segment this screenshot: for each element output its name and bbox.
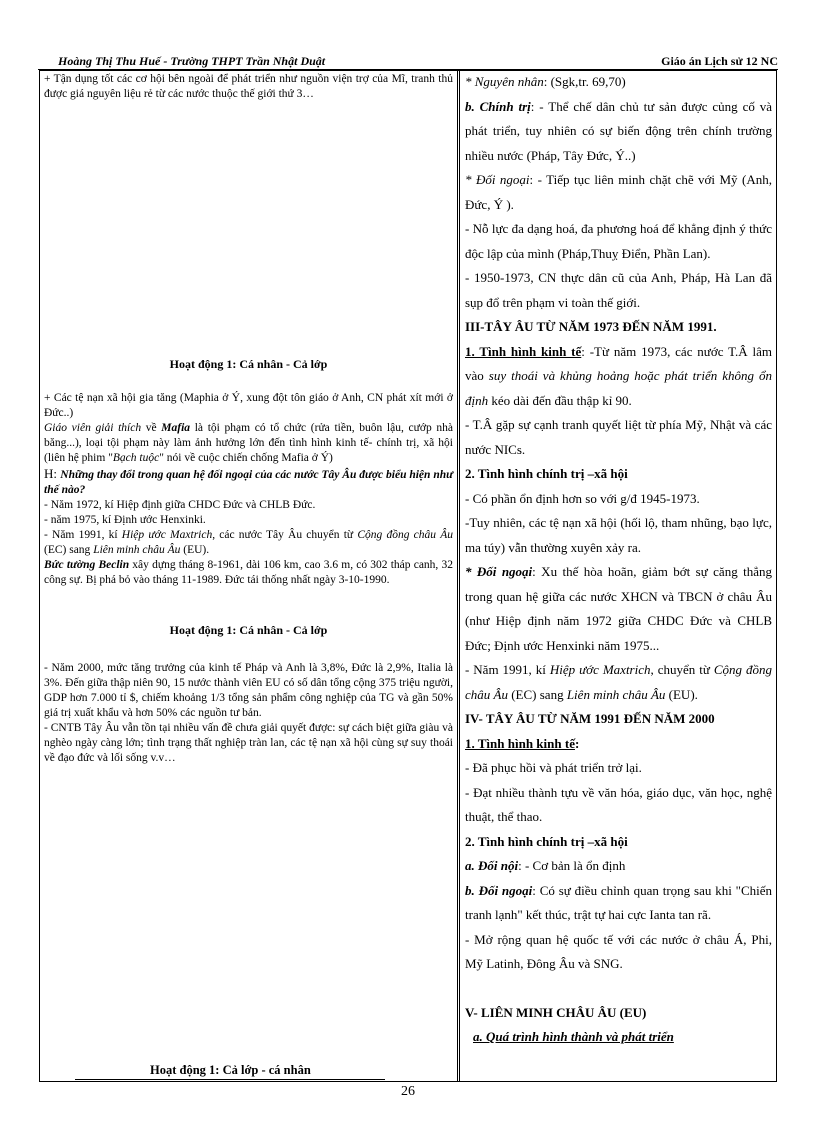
foreign-paragraph [465,168,772,217]
text-span: là tội phạm có tổ chức (rửa tiền, buôn lậu, cướp nhà băng...), loại tội phạm này làm ảnh hưởng lớn đến tình hình kinh tế- chính trị, xã hội (liên hệ phim " [44,422,453,464]
text-span: , chuyển từ [650,662,714,677]
s3-stable: - Có phần ổn định hơn so với g/đ 1945-1973. [465,490,700,506]
s4-foreign [465,879,772,928]
s4-domestic [465,854,772,879]
ec-term: Cộng đồng châu Âu [465,662,772,702]
activity-heading-1: Hoạt động 1: Cá nhân - Cả lớp [169,357,328,371]
cause-line [465,70,772,95]
ec-term: Cộng đồng châu Âu [357,529,453,541]
bullet-1991 [44,528,453,558]
left-column [44,72,453,766]
question-text: Những thay đổi trong quan hệ đối ngoại của các nước Tây Âu được biểu hiện như thế nào? [44,469,454,496]
s3-economy-label: 1. Tình hình kinh tế [465,343,582,359]
page-header [58,54,778,70]
teacher-label: Giáo viên giải thích [44,422,142,434]
activity-heading-2: Hoạt động 1: Cá nhân - Cả lớp [169,623,328,637]
text-span: - Năm 1991, kí [465,662,550,677]
question-label: H: [44,466,61,481]
s4-recovery: - Đã phục hồi và phát triển trở lại. [465,760,642,775]
maastricht-term: Hiệp ước Maxtrich [549,662,651,677]
text-span: - Năm 1991, kí [44,529,122,541]
s3-competition: - T.Â gặp sự cạnh tranh quyết liệt từ phía Mỹ, Nhật và các nước NICs. [465,417,772,457]
section-5-heading: V- LIÊN MINH CHÂU ÂU (EU) [465,1004,647,1020]
berlin-wall-paragraph [44,558,453,588]
bottom-rule [75,1079,385,1080]
diversify-paragraph: - Nỗ lực đa dạng hoá, đa phương hoá để khẳng định ý thức độc lập của mình (Pháp,Thuỵ Điển, Phần Lan). [465,221,772,261]
bullet-1972: - Năm 1972, kí Hiệp định giữa CHDC Đức và CHLB Đức. [44,499,316,511]
social-evils-paragraph: + Các tệ nạn xã hội gia tăng (Maphia ở Ý, xung đột tôn giáo ở Anh, CN phát xít mới ở Đức..) [44,392,453,419]
eu-term: Liên minh châu Âu [566,686,666,702]
text-span: kéo dài đến đầu thập kỉ 90. [488,392,632,408]
s4-economy-label-line [465,732,772,757]
text-span: về [141,422,162,434]
maastricht-term: Hiệp ước Maxtrich [121,529,213,541]
text-span: (EC) sang [44,544,94,556]
section-3-heading: III-TÂY ÂU TỪ NĂM 1973 ĐẾN NĂM 1991. [465,319,717,334]
s4-domestic-label: a. Đối nội [465,858,519,873]
section-4-heading: IV- TÂY ÂU TỪ NĂM 1991 ĐẾN NĂM 2000 [465,711,715,726]
cause-label: * Nguyên nhân [465,74,544,89]
s3-economy-italic: suy thoái và khủng hoảng hoặc phát triển không ổn định [465,368,772,408]
mafia-term: Mafia [161,422,191,434]
question [44,466,453,498]
s4-economy-label: 1. Tình hình kinh tế [465,735,575,751]
s3-1991 [465,658,772,707]
s4-politics-label: 2. Tình hình chính trị –xã hội [465,833,628,849]
s4-foreign-label: b. Đối ngoại [465,882,533,898]
cntb-paragraph: - CNTB Tây Âu vẫn tồn tại nhiều vấn đề chưa giải quyết được: sự cách biệt giữa giàu và nghèo ngày càng lớn; tình trạng thất nghiệp tràn lan, các tệ nạn xã hội cùng sự suy thoái về đạo đức và lối sống v.v… [44,722,453,764]
text-span: (EC) sang [507,686,567,702]
text-span: : - Thể chế dân chủ tư sản được củng cố và phát triển, tuy nhiên có sự biến động trên chính trường nhiều nước (Pháp, Tây Đức, Ý..) [465,98,772,163]
text-span: : Có sự điều chỉnh quan trọng sau khi "Chiến tranh lạnh" kết thúc, trật tự hai cực Ianta tan rã. [465,882,772,922]
berlin-wall-title: Bức tường Beclin [44,559,130,571]
text-span: , các nước Tây Âu chuyển từ [212,529,358,541]
s3-economy [465,340,772,414]
s3-social-evils: -Tuy nhiên, các tệ nạn xã hội (hối lộ, tham nhũng, bạo lực, ma túy) vẫn thường xuyên xảy ra. [465,515,772,555]
s3-politics-label: 2. Tình hình chính trị –xã hội [465,466,628,481]
text-span: : - Cơ bản là ổn định [518,858,626,873]
text-span: " nói về cuộc chiến chống Mafia ở Ý) [159,452,333,464]
politics-paragraph [465,95,772,169]
text-span: : (Sgk,tr. 69,70) [543,74,626,89]
foreign-label: * Đối ngoại [465,172,530,187]
text-span: xây dựng tháng 8-1961, dài 106 km, cao 3.6 m, có 302 tháp canh, 32 công sự. Bị phá bỏ vào tháng 11-1989. Đức tái thống nhất ngày 3-10-1990. [44,559,453,586]
page-number: 26 [401,1084,415,1099]
text-span: : [574,735,580,751]
text-span: : -Từ năm 1973, các nước T.Â lâm vào [465,343,773,383]
header-author: Hoàng Thị Thu Huế - Trường THPT Trần Nhật Duật [58,54,326,68]
activity-heading-3: Hoạt động 1: Cả lớp - cá nhân [150,1063,311,1077]
mafia-explanation [44,421,453,466]
economy-2000-paragraph: - Năm 2000, mức tăng trưởng của kinh tế Pháp và Anh là 3,8%, Đức là 2,9%, Italia là 3%. Đến giữa thập niên 90, 15 nước thành viên EU có số dân tổng cộng 375 triệu người, GDP hơn 7.000 tỉ $, chiếm khoảng 1/3 tổng sản phẩm công nghiệp của TG và gần 50% giá trị xuất khẩu và hơn 50% các nguồn tư bản. [44,662,453,719]
film-title: Bạch tuộc [112,452,160,464]
intro-paragraph: + Tận dụng tốt các cơ hội bên ngoài để phát triển như nguồn viện trợ của Mĩ, tranh thủ được giá nguyên liệu rẻ từ các nước thuộc thế giới thứ 3… [44,73,453,100]
politics-label: b. Chính trị [465,98,531,114]
column-divider [457,70,460,1082]
text-span: : - Tiếp tục liên minh chặt chẽ với Mỹ (Anh, Đức, Ý ). [465,172,772,212]
text-span: (EU). [665,686,698,702]
right-column [465,70,772,1050]
s4-expand: - Mở rộng quan hệ quốc tế với các nước ở châu Á, Phi, Mỹ Latinh, Đông Âu và SNG. [465,931,772,971]
text-span: : Xu thế hòa hoãn, giảm bớt sự căng thẳng trong quan hệ giữa các nước XHCN và TBCN ở châu Âu (như Hiệp định năm 1972 giữa CHDC Đức và CHLB Đức; Định ước Henxinki năm 1975... [465,564,772,653]
header-subject: Giáo án Lịch sử 12 NC [661,54,778,68]
bullet-1975: - năm 1975, kí Định ước Henxinki. [44,514,206,526]
colonialism-paragraph: - 1950-1973, CN thực dân cũ của Anh, Pháp, Hà Lan đã sụp đổ trên phạm vi toàn thế giới. [465,270,772,310]
s4-achievements: - Đạt nhiều thành tựu về văn hóa, giáo dục, văn học, nghệ thuật, thể thao. [465,784,772,824]
s3-foreign [465,560,772,658]
s5-formation: a. Quá trình hình thành và phát triển [473,1029,674,1044]
s3-foreign-label: * Đối ngoại [465,564,533,579]
text-span: (EU). [180,544,210,556]
eu-term: Liên minh châu Âu [93,544,181,556]
